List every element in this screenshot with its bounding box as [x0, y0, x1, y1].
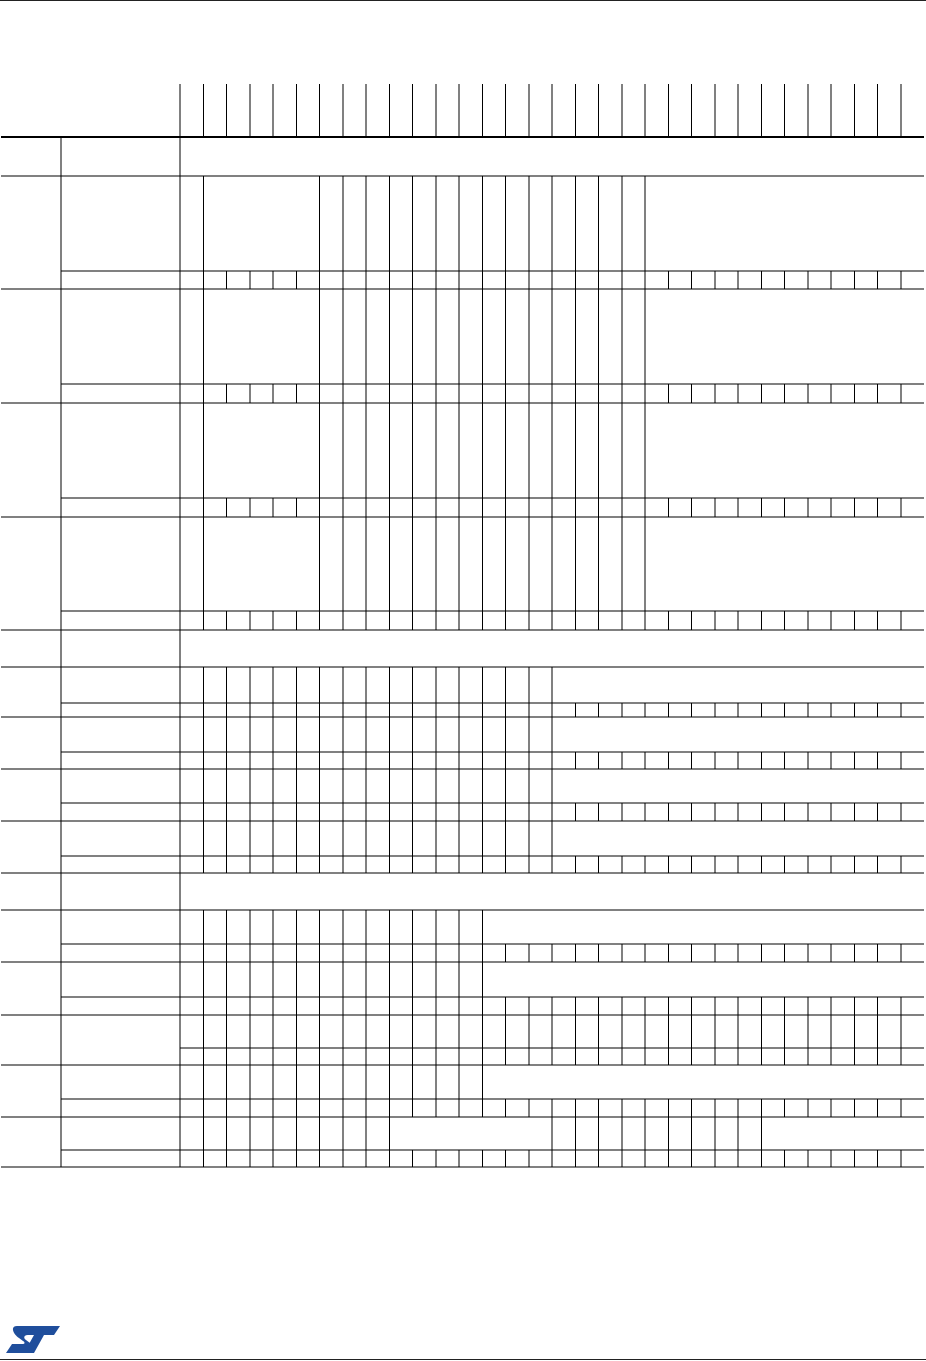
st-logo-icon	[4, 1322, 62, 1356]
footer-rule	[0, 1359, 926, 1360]
